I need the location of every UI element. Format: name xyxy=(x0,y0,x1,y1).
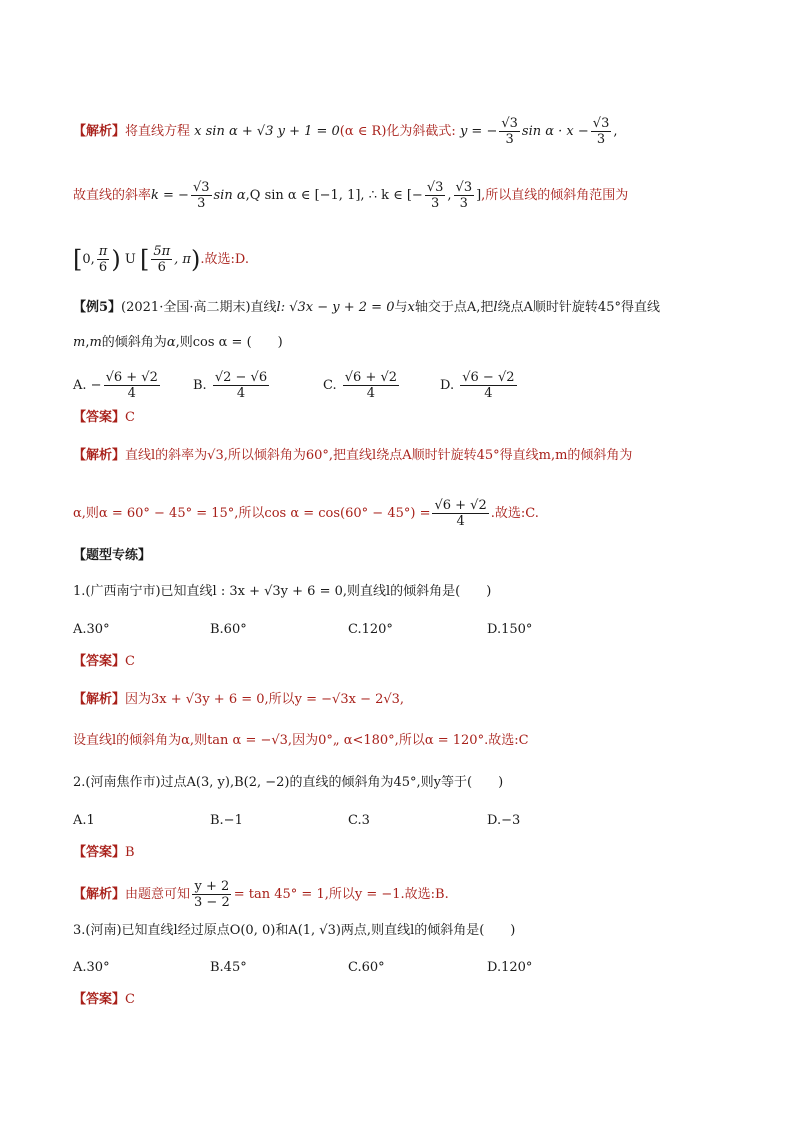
fraction: $\frac{5\pi}{6}$ xyxy=(153,244,171,275)
question-1-explanation-line-2: 设直线l的倾斜角为α,则tan α = −√3,因为0°„ α<180°,所以α = 120°.故选:C xyxy=(73,733,529,748)
q2-option-a: A.1 xyxy=(73,813,95,828)
example-5-option-b: B. $\frac{√2 - √6}{4}$ xyxy=(193,370,268,401)
example-5-explanation-line-2: α,则α = 60° − 45° = 15°,所以cos α = cos(60° − 45°) = $\frac{√6 + √2}{4}$ .故选:C. xyxy=(73,498,539,529)
fraction: $\frac{√6 + √2}{4}$ xyxy=(105,370,158,401)
fraction: $\frac{√3}{3}$ xyxy=(592,116,610,147)
example-5-option-d: D. $\frac{√6 - √2}{4}$ xyxy=(440,370,515,401)
question-3-answer: 【答案】C xyxy=(73,992,135,1007)
fraction: $\frac{√6 - √2}{4}$ xyxy=(462,370,515,401)
explanation-line-2: 故直线的斜率k = − $\frac{√3}{3}$ sin α,Q sin α ∈ [−1, 1], ∴ k ∈ [− $\frac{√3}{3}$ , $\frac{√3}{3}$ ],所以直线的倾斜角范围为 xyxy=(73,180,629,211)
question-1-stem: 1.(广西南宁市)已知直线l : 3x + √3y + 6 = 0,则直线l的倾斜角是( ) xyxy=(73,584,492,599)
question-2-explanation: 【解析】由题意可知 $\frac{y + 2}{3 - 2}$ = tan 45° = 1,所以y = −1.故选:B. xyxy=(73,879,449,910)
analysis-tag: 【解析】 xyxy=(73,124,126,139)
question-1-explanation-line-1: 【解析】因为3x + √3y + 6 = 0,所以y = −√3x − 2√3, xyxy=(73,692,405,707)
example-5-option-c: C. $\frac{√6 + √2}{4}$ xyxy=(323,370,398,401)
question-2-answer: 【答案】B xyxy=(73,845,135,860)
q1-option-c: C.120° xyxy=(348,622,393,637)
fraction: $\frac{\pi}{6}$ xyxy=(98,244,108,275)
question-2-stem: 2.(河南焦作市)过点A(3, y),B(2, −2)的直线的倾斜角为45°,则y等于( ) xyxy=(73,775,504,790)
q1-option-d: D.150° xyxy=(487,622,533,637)
explanation-line-3: [0, $\frac{\pi}{6}$ ) U [ $\frac{5\pi}{6}$ , π).故选:D. xyxy=(73,244,249,275)
q3-option-d: D.120° xyxy=(487,960,533,975)
q1-option-a: A.30° xyxy=(73,622,110,637)
q3-option-c: C.60° xyxy=(348,960,385,975)
example-5-stem-line-2: m,m的倾斜角为α,则cos α = ( ) xyxy=(73,335,283,350)
fraction: $\frac{√3}{3}$ xyxy=(501,116,518,147)
fraction: $\frac{√3}{3}$ xyxy=(455,180,473,211)
section-heading: 【题型专练】 xyxy=(73,548,152,563)
q2-option-b: B.−1 xyxy=(210,813,243,828)
example-5-tag: 【例5】 xyxy=(73,300,122,315)
fraction: $\frac{√3}{3}$ xyxy=(192,180,210,211)
q2-option-c: C.3 xyxy=(348,813,370,828)
q3-option-a: A.30° xyxy=(73,960,110,975)
question-3-stem: 3.(河南)已知直线l经过原点O(0, 0)和A(1, √3)两点,则直线l的倾斜角是( ) xyxy=(73,923,516,938)
fraction: $\frac{√3}{3}$ xyxy=(426,180,444,211)
fraction: $\frac{y + 2}{3 - 2}$ xyxy=(194,879,230,910)
explanation-line-1: 【解析】将直线方程 x sin α + √3 y + 1 = 0(α ∈ R)化为斜截式: y = − $\frac{√3}{3}$ sin α · x − $\frac{√3}{3}$ , xyxy=(73,116,618,147)
example-5-explanation-line-1: 【解析】直线l的斜率为√3,所以倾斜角为60°,把直线l绕点A顺时针旋转45°得直线m,m的倾斜角为 xyxy=(73,448,633,463)
q2-option-d: D.−3 xyxy=(487,813,521,828)
q1-option-b: B.60° xyxy=(210,622,247,637)
fraction: $\frac{√2 - √6}{4}$ xyxy=(214,370,268,401)
example-5-answer: 【答案】C xyxy=(73,410,135,425)
example-5-stem-line-1: 【例5】(2021·全国·高二期末)直线l: √3x − y + 2 = 0与x轴交于点A,把l绕点A顺时针旋转45°得直线 xyxy=(73,300,660,315)
fraction: $\frac{√6 + √2}{4}$ xyxy=(434,498,487,529)
q3-option-b: B.45° xyxy=(210,960,247,975)
question-1-answer: 【答案】C xyxy=(73,654,135,669)
example-5-option-a: A. − $\frac{√6 + √2}{4}$ xyxy=(73,370,158,401)
fraction: $\frac{√6 + √2}{4}$ xyxy=(344,370,398,401)
